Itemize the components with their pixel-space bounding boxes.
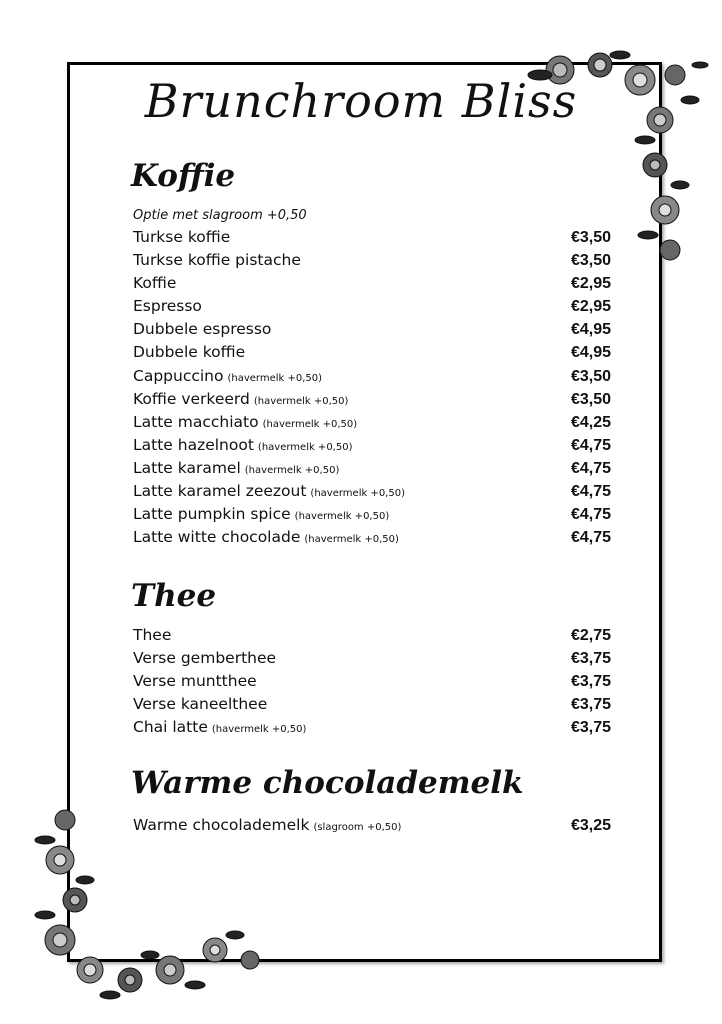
menu-item-name: Thee [133, 626, 172, 644]
menu-item-row [133, 816, 611, 839]
menu-item-label [133, 413, 357, 431]
menu-item-price: €2,95 [570, 298, 611, 316]
menu-item-row [133, 482, 611, 505]
menu-item-label [133, 482, 405, 500]
menu-item-price: €4,75 [570, 483, 611, 501]
menu-item-row [133, 718, 611, 741]
menu-item-row [133, 626, 611, 649]
menu-item-row [133, 413, 611, 436]
menu-item-price: €3,75 [570, 719, 611, 737]
menu-item-name: Verse muntthee [133, 672, 257, 691]
menu-item-price: €3,50 [570, 252, 611, 270]
menu-item-price: €2,75 [570, 627, 611, 644]
menu-item-name: Turkse koffie [133, 228, 231, 246]
menu-item-label [133, 367, 322, 385]
menu-item-extra: (havermelk +0,50) [211, 724, 307, 736]
chocolademelk-list [133, 816, 611, 839]
menu-item-label [133, 228, 230, 246]
section-heading-koffie: Koffie [131, 158, 236, 194]
menu-item-label [133, 505, 389, 523]
menu-item-name: Koffie [133, 274, 177, 293]
section-heading-chocolademelk: Warme chocolademelk [131, 765, 524, 801]
menu-item-label [133, 649, 276, 667]
menu-item-price: €3,25 [570, 817, 611, 834]
koffie-note: Optie met slagroom +0,50 [133, 208, 307, 223]
menu-item-name: Latte karamel zeezout [133, 482, 307, 501]
menu-item-label [133, 528, 399, 546]
menu-item-extra: (havermelk +0,50) [262, 418, 358, 430]
menu-item-extra: (havermelk +0,50) [227, 372, 323, 384]
menu-item-label [133, 297, 202, 315]
menu-item-label [133, 626, 171, 644]
menu-item-label [133, 718, 306, 736]
menu-item-price: €3,75 [570, 696, 611, 714]
menu-item-name: Latte macchiato [133, 412, 259, 431]
menu-item-row [133, 274, 611, 297]
menu-item-row [133, 390, 611, 413]
menu-item-row [133, 297, 611, 320]
menu-item-name: Latte hazelnoot [133, 435, 254, 454]
menu-item-row [133, 459, 611, 482]
menu-item-extra: (havermelk +0,50) [294, 511, 390, 523]
menu-item-row [133, 228, 611, 251]
menu-item-name: Warme chocolademelk [133, 816, 310, 834]
menu-item-label [133, 390, 348, 408]
menu-item-row [133, 528, 611, 551]
menu-item-row [133, 436, 611, 459]
menu-item-price: €4,95 [570, 344, 611, 362]
menu-item-price: €4,25 [570, 413, 611, 431]
menu-item-name: Chai latte [133, 718, 208, 737]
menu-item-name: Latte witte chocolade [133, 528, 301, 547]
menu-item-price: €4,75 [570, 459, 611, 477]
menu-item-label [133, 343, 245, 361]
menu-item-name: Koffie verkeerd [133, 389, 250, 408]
menu-item-name: Cappuccino [133, 366, 224, 385]
menu-item-extra: (havermelk +0,50) [244, 464, 340, 476]
menu-title: Brunchroom Bliss [144, 74, 578, 128]
menu-item-name: Verse kaneelthee [133, 695, 268, 714]
menu-item-price: €3,50 [570, 229, 611, 246]
menu-item-price: €3,75 [570, 673, 611, 691]
section-heading-thee: Thee [131, 578, 217, 614]
menu-item-row [133, 672, 611, 695]
menu-item-row [133, 343, 611, 366]
menu-item-label [133, 459, 339, 477]
menu-item-extra: (havermelk +0,50) [310, 488, 405, 500]
menu-item-row [133, 367, 611, 390]
menu-item-price: €4,75 [570, 506, 611, 524]
menu-item-price: €4,75 [570, 436, 611, 454]
menu-item-price: €3,50 [570, 390, 611, 408]
menu-item-name: Latte karamel [133, 458, 241, 477]
menu-item-row [133, 251, 611, 274]
menu-item-price: €2,95 [570, 275, 611, 293]
menu-item-extra: (havermelk +0,50) [304, 534, 399, 546]
menu-item-name: Latte pumpkin spice [133, 505, 291, 524]
menu-item-name: Dubbele koffie [133, 343, 246, 362]
menu-item-name: Espresso [133, 297, 202, 316]
menu-item-row [133, 649, 611, 672]
menu-item-label [133, 274, 176, 292]
menu-item-label [133, 816, 401, 834]
menu-item-name: Verse gemberthee [133, 649, 277, 668]
menu-item-price: €3,75 [570, 650, 611, 668]
menu-item-row [133, 505, 611, 528]
menu-item-price: €4,95 [570, 321, 611, 339]
menu-item-name: Turkse koffie pistache [133, 251, 301, 270]
menu-item-row [133, 320, 611, 343]
menu-item-label [133, 436, 352, 454]
menu-item-label [133, 695, 267, 713]
menu-item-label [133, 320, 271, 338]
menu-item-price: €4,75 [570, 529, 611, 547]
menu-item-label [133, 672, 257, 690]
koffie-list [133, 228, 611, 551]
menu-item-name: Dubbele espresso [133, 320, 272, 339]
thee-list [133, 626, 611, 741]
menu-item-extra: (havermelk +0,50) [257, 441, 353, 453]
menu-item-price: €3,50 [570, 367, 611, 385]
menu-item-label [133, 251, 301, 269]
menu-item-extra: (slagroom +0,50) [313, 822, 402, 833]
menu-item-row [133, 695, 611, 718]
menu-item-extra: (havermelk +0,50) [253, 395, 349, 407]
